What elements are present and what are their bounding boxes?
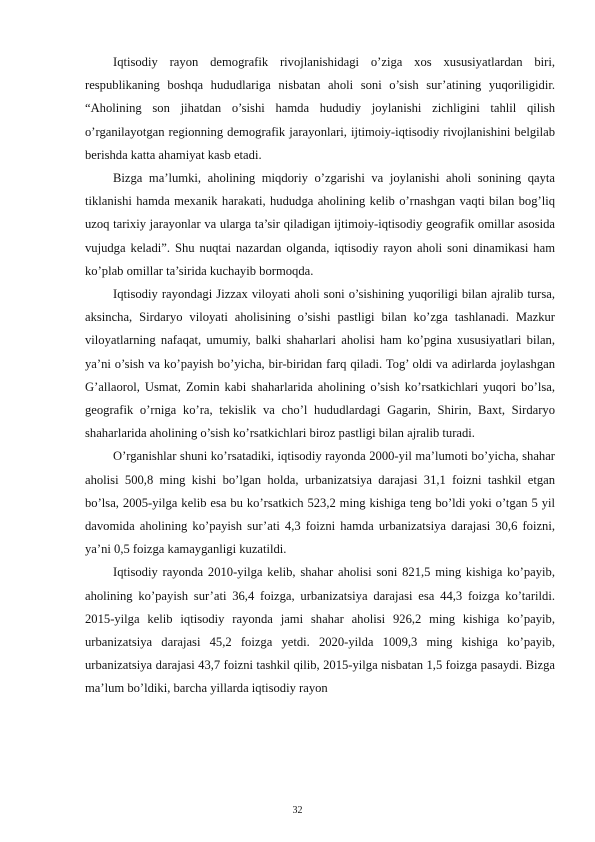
paragraph-5: Iqtisodiy rayonda 2010-yilga kelib, shahar aholisi soni 821,5 ming kishiga ko’payib, aholining ko’payish sur’ati 36,4 foizga, urbanizatsiya darajasi esa 44,3 foizga ko’tarildi. 2015-yilga kelib iqtisodiy rayonda jami shahar aholisi 926,2 ming kishiga ko’payib, urbanizatsiya darajasi 45,2 foizga yetdi. 2020-yilda 1009,3 ming kishiga ko’payib, urbanizatsiya darajasi 43,7 foizni tashkil qilib, 2015-yilga nisbatan 1,5 foizga pasaydi. Bizga ma’lum bo’ldiki, barcha yillarda iqtisodiy rayon [85, 565, 555, 696]
document-body [85, 51, 555, 701]
page-number: 32 [292, 805, 303, 816]
paragraph-2: Bizga ma’lumki, aholining miqdoriy o’zgarishi va joylanishi aholi sonining qayta tiklanishi hamda mexanik harakati, hududga aholining kelib o’rnashgan vaqti bilan bog’liq uzoq tarixiy jarayonlar va ularga ta’sir qiladigan ijtimoiy-iqtisodiy geografik omillar asosida vujudga keladi”. Shu nuqtai nazardan olganda, iqtisodiy rayon aholi soni dinamikasi ham ko’plab omillar ta’sirida kuchayib bormoqda. [85, 171, 555, 278]
paragraph-3: Iqtisodiy rayondagi Jizzax viloyati aholi soni o’sishining yuqoriligi bilan ajralib tursa, aksincha, Sirdaryo viloyati aholisining o’sishi pastligi bilan ko’zga tashlanadi. Mazkur viloyatlarning nafaqat, umumiy, balki shaharlari aholisi ham ko’pgina xususiyatlari bilan, ya’ni o’sish va ko’payish bo’yicha, bir-biridan farq qiladi. Tog’ oldi va adirlarda joylashgan G’allaorol, Usmat, Zomin kabi shaharlarida aholining o’sish ko’rsatkichlari yuqori bo’lsa, geografik o’rniga ko’ra, tekislik va cho’l hududlardagi Gagarin, Shirin, Baxt, Sirdaryo shaharlarida aholining o’sish ko’rsatkichlari biroz pastligi bilan ajralib turadi. [85, 287, 555, 441]
paragraph-1: Iqtisodiy rayon demografik rivojlanishidagi o’ziga xos xususiyatlardan biri, respublikaning boshqa hududlariga nisbatan aholi soni o’sish sur’atining yuqoriligidir. “Aholining son jihatdan o’sishi hamda hududiy joylanishi zichligini tahlil qilish o’rganilayotgan regionning demografik jarayonlari, ijtimoiy-iqtisodiy rivojlanishini belgilab berishda katta ahamiyat kasb etadi. [85, 55, 555, 162]
paragraph-4: O’rganishlar shuni ko’rsatadiki, iqtisodiy rayonda 2000-yil ma’lumoti bo’yicha, shahar aholisi 500,8 ming kishi bo’lgan holda, urbanizatsiya darajasi 31,1 foizni tashkil etgan bo’lsa, 2005-yilga kelib esa bu ko’rsatkich 523,2 ming kishiga teng bo’ldi yoki o’tgan 5 yil davomida aholining ko’payish sur’ati 4,3 foizni hamda urbanizatsiya darajasi 30,6 foizni, ya’ni 0,5 foizga kamayganligi kuzatildi. [85, 449, 555, 557]
